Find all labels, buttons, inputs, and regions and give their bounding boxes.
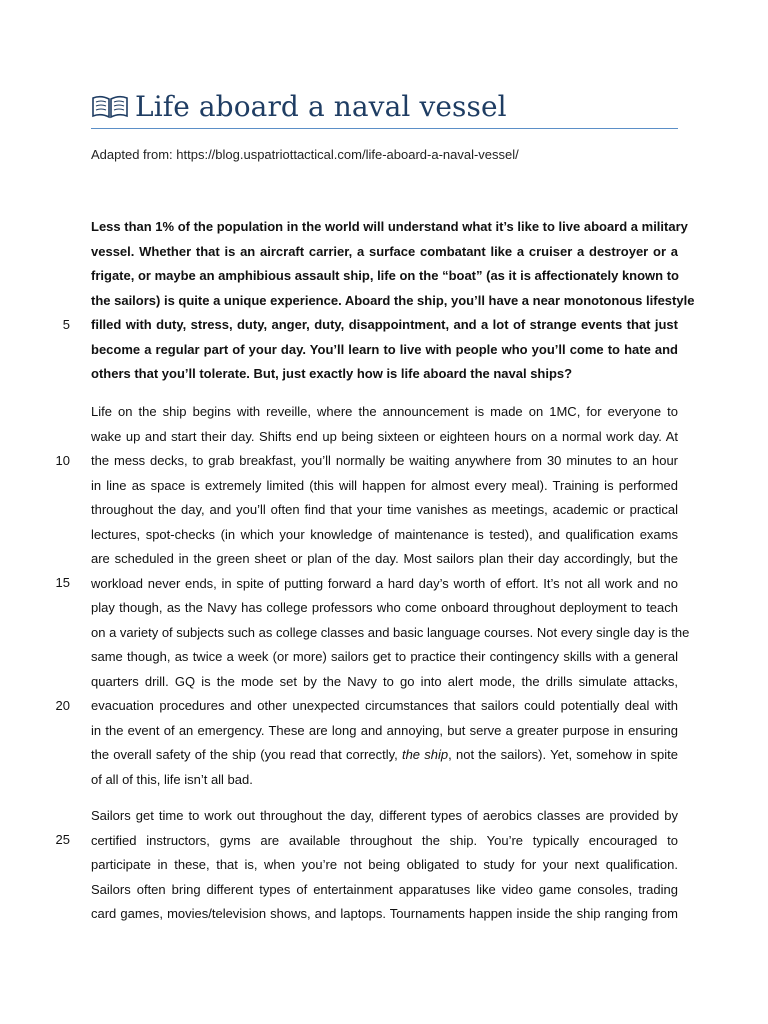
paragraph-line: lectures, spot-checks (in which your knowledge of maintenance is tested), and qualification exams [91,526,678,542]
paragraph-line: filled with duty, stress, duty, anger, duty, disappointment, and a lot of strange events that just [91,317,678,332]
paragraph-line: in line as space is extremely limited (this will happen for almost every meal). Training is performed [91,477,678,493]
paragraph-line: participate in these, that is, when you’re not being obligated to study for your next qualification. [91,857,678,872]
paragraph-line: evacuation procedures and other unexpected circumstances that sailors could potentially deal with [91,698,678,713]
paragraph-line-mixed [91,743,678,768]
line-text: , not the sailors). Yet, somehow in spite [448,747,678,762]
paragraph-line: the sailors) is quite a unique experience. Aboard the ship, you’ll have a near monotonous lifestyle [91,292,695,308]
page-title: Life aboard a naval vessel [135,89,507,123]
paragraph-line: Life on the ship begins with reveille, where the announcement is made on 1MC, for everyone to [91,404,678,419]
paragraph-line: on a variety of subjects such as college classes and basic language courses. Not every single day is the [91,624,690,640]
title-row [91,86,678,126]
paragraph-line: frigate, or maybe an amphibious assault ship, life on the “boat” (as it is affectionately known to [91,268,679,283]
paragraph-line: are scheduled in the green sheet or plan of the day. Most sailors plan their day accordingly, but the [91,551,678,566]
paragraph-line: others that you’ll tolerate. But, just exactly how is life aboard the naval ships? [91,366,573,381]
open-book-icon [91,92,129,120]
paragraph-line: Sailors get time to work out throughout the day, different types of aerobics classes are provided by [91,808,678,823]
paragraph-line: become a regular part of your day. You’ll learn to live with people who you’ll come to hate and [91,341,678,357]
paragraph-line: quarters drill. GQ is the mode set by the Navy to go into alert mode, the drills simulate attacks, [91,673,678,689]
paragraph-line: play though, as the Navy has college professors who come onboard throughout deployment to teach [91,600,678,615]
paragraph-line: throughout the day, and you’ll often find that your time vanishes as meetings, academic or practical [91,502,678,517]
paragraph-line: same though, as twice a week (or more) sailors get to practice their contingency skills with a general [91,649,678,664]
paragraph-line: certified instructors, gyms are available throughout the ship. You’re typically encouraged to [91,832,678,848]
paragraph-line: card games, movies/television shows, and laptops. Tournaments happen inside the ship ranging from [91,906,678,921]
paragraph-line: Sailors often bring different types of entertainment apparatuses like video game consoles, trading [91,881,678,897]
paragraph-line: workload never ends, in spite of putting forward a hard day’s worth of effort. It’s not all work and no [91,575,678,591]
emphasized-text: the ship [401,747,449,762]
paragraph-line: vessel. Whether that is an aircraft carrier, a surface combatant like a cruiser a destroyer or a [91,243,678,259]
line-text: the overall safety of the ship (you read that correctly, [91,747,402,762]
title-underline [91,128,678,129]
line-number: 5 [62,317,70,332]
line-number: 25 [55,832,70,847]
paragraph-line: wake up and start their day. Shifts end up being sixteen or eighteen hours on a normal work day. At [91,428,678,444]
line-number: 15 [55,575,70,590]
line-number: 10 [55,453,70,468]
line-number: 20 [55,698,70,713]
source-attribution: Adapted from: https://blog.uspatriottactical.com/life-aboard-a-naval-vessel/ [91,147,519,162]
paragraph-line: Less than 1% of the population in the world will understand what it’s like to live aboard a military [91,219,688,234]
paragraph-line: in the event of an emergency. These are long and annoying, but serve a greater purpose in ensuring [91,722,678,738]
paragraph-line: the mess decks, to grab breakfast, you’ll normally be waiting anywhere from 30 minutes to an hour [91,453,678,468]
paragraph-line: of all of this, life isn’t all bad. [91,771,253,787]
